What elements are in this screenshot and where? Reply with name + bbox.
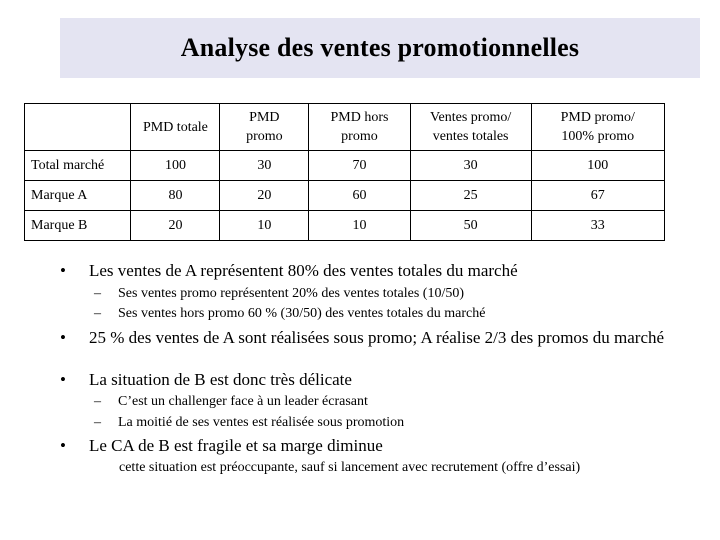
- column-header: [410, 104, 531, 151]
- sub-bullet-item: [94, 305, 674, 322]
- bullet-marker: •: [60, 328, 66, 347]
- table-cell: 30: [220, 151, 309, 181]
- sub-bullet-text: La moitié de ses ventes est réalisée sous promotion: [118, 415, 405, 430]
- slide-title: Analyse des ventes promotionnelles: [180, 33, 580, 62]
- column-header: [309, 104, 410, 151]
- sub-bullet-text: Ses ventes hors promo 60 % (30/50) des ventes totales du marché: [118, 306, 486, 321]
- table-corner-cell: [25, 104, 131, 151]
- table-cell: 20: [220, 181, 309, 211]
- column-header-line: PMD: [249, 110, 280, 125]
- title-banner: [60, 18, 700, 78]
- bullet-marker: •: [60, 370, 66, 389]
- table-cell: 80: [131, 181, 220, 211]
- column-header-line: Ventes promo/: [429, 110, 512, 125]
- table-header-row: [25, 104, 665, 151]
- bullet-text: Le CA de B est fragile et sa marge diminue: [89, 436, 383, 455]
- table-cell: 70: [309, 151, 410, 181]
- dash-marker: –: [94, 394, 101, 409]
- dash-marker: –: [94, 306, 101, 321]
- table-cell: 25: [410, 181, 531, 211]
- sales-table: [24, 103, 665, 241]
- table-cell: 60: [309, 181, 410, 211]
- column-header-line: ventes totales: [432, 129, 509, 144]
- sub-bullet-text: C’est un challenger face à un leader écrasant: [118, 394, 368, 409]
- column-header: [531, 104, 664, 151]
- row-label: Marque A: [25, 181, 131, 211]
- table-cell: 100: [531, 151, 664, 181]
- column-header-line: promo: [341, 129, 378, 144]
- row-label: Marque B: [25, 211, 131, 241]
- table-cell: 100: [131, 151, 220, 181]
- table-cell: 10: [220, 211, 309, 241]
- table-cell: 33: [531, 211, 664, 241]
- table-cell: 50: [410, 211, 531, 241]
- table-cell: 10: [309, 211, 410, 241]
- row-label: Total marché: [25, 151, 131, 181]
- bullet-text: La situation de B est donc très délicate: [89, 370, 352, 389]
- column-header-line: 100% promo: [561, 129, 635, 144]
- sub-bullet-item: [94, 393, 674, 410]
- sub-bullet-item: [94, 285, 674, 302]
- bullet-text: Les ventes de A représentent 80% des ventes totales du marché: [89, 261, 518, 280]
- table-cell: 30: [410, 151, 531, 181]
- table-row: [25, 181, 665, 211]
- column-header: [220, 104, 309, 151]
- bullet-item: [60, 329, 680, 347]
- sub-bullet-text: Ses ventes promo représentent 20% des ventes totales (10/50): [118, 286, 465, 301]
- bullet-item: [60, 437, 680, 455]
- bullet-item: [60, 371, 680, 389]
- bullet-item: [60, 262, 680, 280]
- bullet-marker: •: [60, 436, 66, 455]
- table-cell: 20: [131, 211, 220, 241]
- bullet-marker: •: [60, 261, 66, 280]
- table-cell: 67: [531, 181, 664, 211]
- column-header-line: promo: [246, 129, 283, 144]
- column-header-line: PMD hors: [330, 110, 389, 125]
- dash-marker: –: [94, 415, 101, 430]
- table-row: [25, 151, 665, 181]
- dash-marker: –: [94, 286, 101, 301]
- table-row: [25, 211, 665, 241]
- sub-bullet-item: [94, 414, 674, 431]
- column-header-line: PMD totale: [142, 119, 208, 135]
- column-header-line: PMD promo/: [560, 110, 635, 125]
- continuation-text: cette situation est préoccupante, sauf si lancement avec recrutement (offre d’essai): [119, 460, 581, 475]
- column-header: [131, 104, 220, 151]
- bullet-text: 25 % des ventes de A sont réalisées sous promo; A réalise 2/3 des promos du marché: [89, 328, 665, 347]
